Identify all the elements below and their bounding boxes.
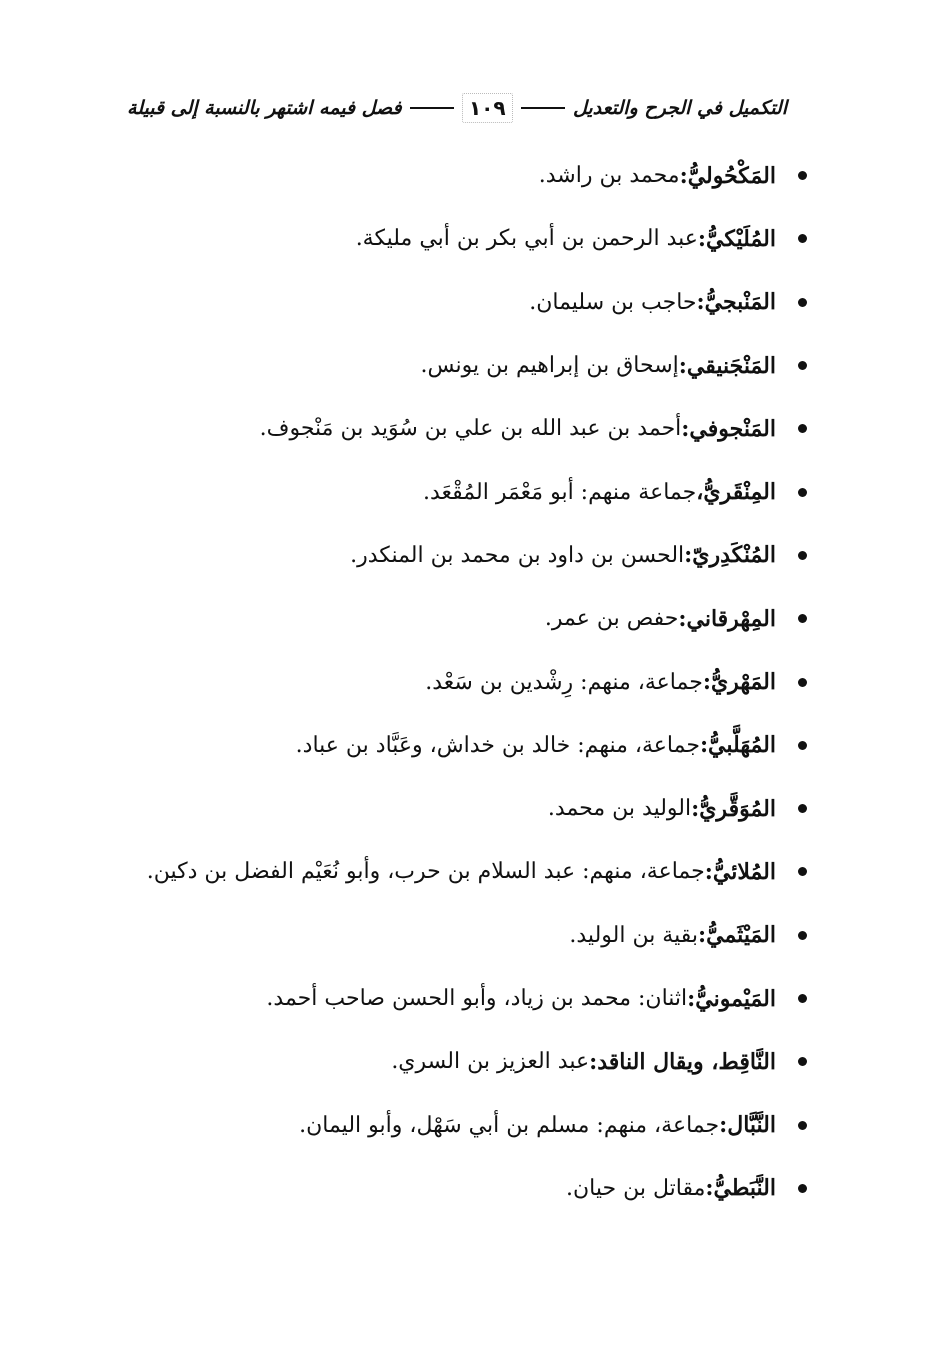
running-title: التكميل في الجرح والتعديل xyxy=(572,97,787,119)
list-item xyxy=(107,714,807,777)
entry-desc: عبد العزيز بن السري. xyxy=(391,1049,590,1075)
bullet-icon xyxy=(798,1184,807,1193)
entry-term: النَّبَطيُّ: xyxy=(705,1175,776,1202)
list-item xyxy=(107,1093,807,1156)
section-title: فصل فيمه اشتهر بالنسبة إلى قبيلة xyxy=(127,97,402,119)
bullet-icon xyxy=(798,551,807,560)
entry-term: المَنْجَنيقي: xyxy=(678,352,776,379)
entry-desc: حفص بن عمر. xyxy=(544,606,679,632)
entry-term: المَيْثَميُّ: xyxy=(698,922,776,949)
bullet-icon xyxy=(798,678,807,687)
entry-term: المَنْبجيُّ: xyxy=(696,289,776,316)
entry-term: المَهْريُّ: xyxy=(702,669,776,696)
list-item xyxy=(107,904,807,967)
entry-term: المُهَلَّبيُّ: xyxy=(699,732,776,759)
entry-desc: جماعة، منهم: عبد السلام بن حرب، وأبو نُعَيْم الفضل بن دكين. xyxy=(146,859,705,885)
entry-term: المَنْجوفي: xyxy=(681,415,776,442)
entry-desc: جماعة، منهم: خالد بن خداش، وعَبَّاد بن عباد. xyxy=(295,732,700,758)
entry-term: المُلائيُّ: xyxy=(704,858,776,885)
entry-desc: بقية بن الوليد. xyxy=(569,922,698,948)
bullet-icon xyxy=(798,741,807,750)
entry-desc: الحسن بن داود بن محمد بن المنكدر. xyxy=(350,542,685,568)
bullet-icon xyxy=(798,424,807,433)
page-header xyxy=(127,86,787,130)
bullet-icon xyxy=(798,298,807,307)
bullet-icon xyxy=(798,867,807,876)
entry-desc: محمد بن راشد. xyxy=(538,163,680,189)
entry-desc: أحمد بن عبد الله بن علي بن سُوَيد بن مَنْجوف. xyxy=(259,416,682,442)
entry-desc: جماعة، منهم: رِشْدين بن سَعْد. xyxy=(425,669,703,695)
list-item xyxy=(107,334,807,397)
list-item xyxy=(107,777,807,840)
entry-term: المِنْقَريُّ، xyxy=(696,479,776,506)
entry-desc: عبد الرحمن بن أبي بكر بن أبي مليكة. xyxy=(355,226,698,252)
bullet-icon xyxy=(798,804,807,813)
entry-term: المَكْحُوليُّ: xyxy=(679,162,776,189)
entry-term: المَيْمونيُّ: xyxy=(687,985,776,1012)
bullet-icon xyxy=(798,234,807,243)
entry-list xyxy=(107,144,807,1220)
entry-term: المُوَقَّريُّ: xyxy=(691,795,776,822)
entry-term: المُلَيْكيُّ: xyxy=(697,225,776,252)
entry-desc: جماعة منهم: أبو مَعْمَر المُقْعَد. xyxy=(423,479,697,505)
entry-term: المُنْكَدِريّ: xyxy=(684,542,776,569)
list-item xyxy=(107,460,807,523)
entry-desc: جماعة، منهم: مسلم بن أبي سَهْل، وأبو اليمان. xyxy=(299,1112,720,1138)
header-dash xyxy=(410,107,454,109)
bullet-icon xyxy=(798,488,807,497)
list-item xyxy=(107,587,807,650)
bullet-icon xyxy=(798,614,807,623)
list-item xyxy=(107,207,807,270)
list-item xyxy=(107,144,807,207)
list-item xyxy=(107,524,807,587)
entry-desc: إسحاق بن إبراهيم بن يونس. xyxy=(420,353,679,379)
entry-desc: الوليد بن محمد. xyxy=(547,796,692,822)
list-item xyxy=(107,1157,807,1220)
list-item xyxy=(107,650,807,713)
list-item xyxy=(107,967,807,1030)
list-item xyxy=(107,1030,807,1093)
header-dash xyxy=(521,107,565,109)
page-number: ١٠٩ xyxy=(462,93,513,123)
entry-term: المِهْرقاني: xyxy=(678,605,776,632)
entry-desc: حاجب بن سليمان. xyxy=(529,289,697,315)
entry-term: النَّاقِط، ويقال الناقد: xyxy=(589,1048,776,1075)
bullet-icon xyxy=(798,171,807,180)
entry-desc: مقاتل بن حيان. xyxy=(566,1175,706,1201)
list-item xyxy=(107,840,807,903)
bullet-icon xyxy=(798,1057,807,1066)
list-item xyxy=(107,397,807,460)
bullet-icon xyxy=(798,361,807,370)
bullet-icon xyxy=(798,931,807,940)
bullet-icon xyxy=(798,994,807,1003)
entry-term: النَّبَّال: xyxy=(719,1112,776,1139)
list-item xyxy=(107,271,807,334)
bullet-icon xyxy=(798,1121,807,1130)
entry-desc: اثنان: محمد بن زياد، وأبو الحسن صاحب أحمد. xyxy=(266,986,688,1011)
